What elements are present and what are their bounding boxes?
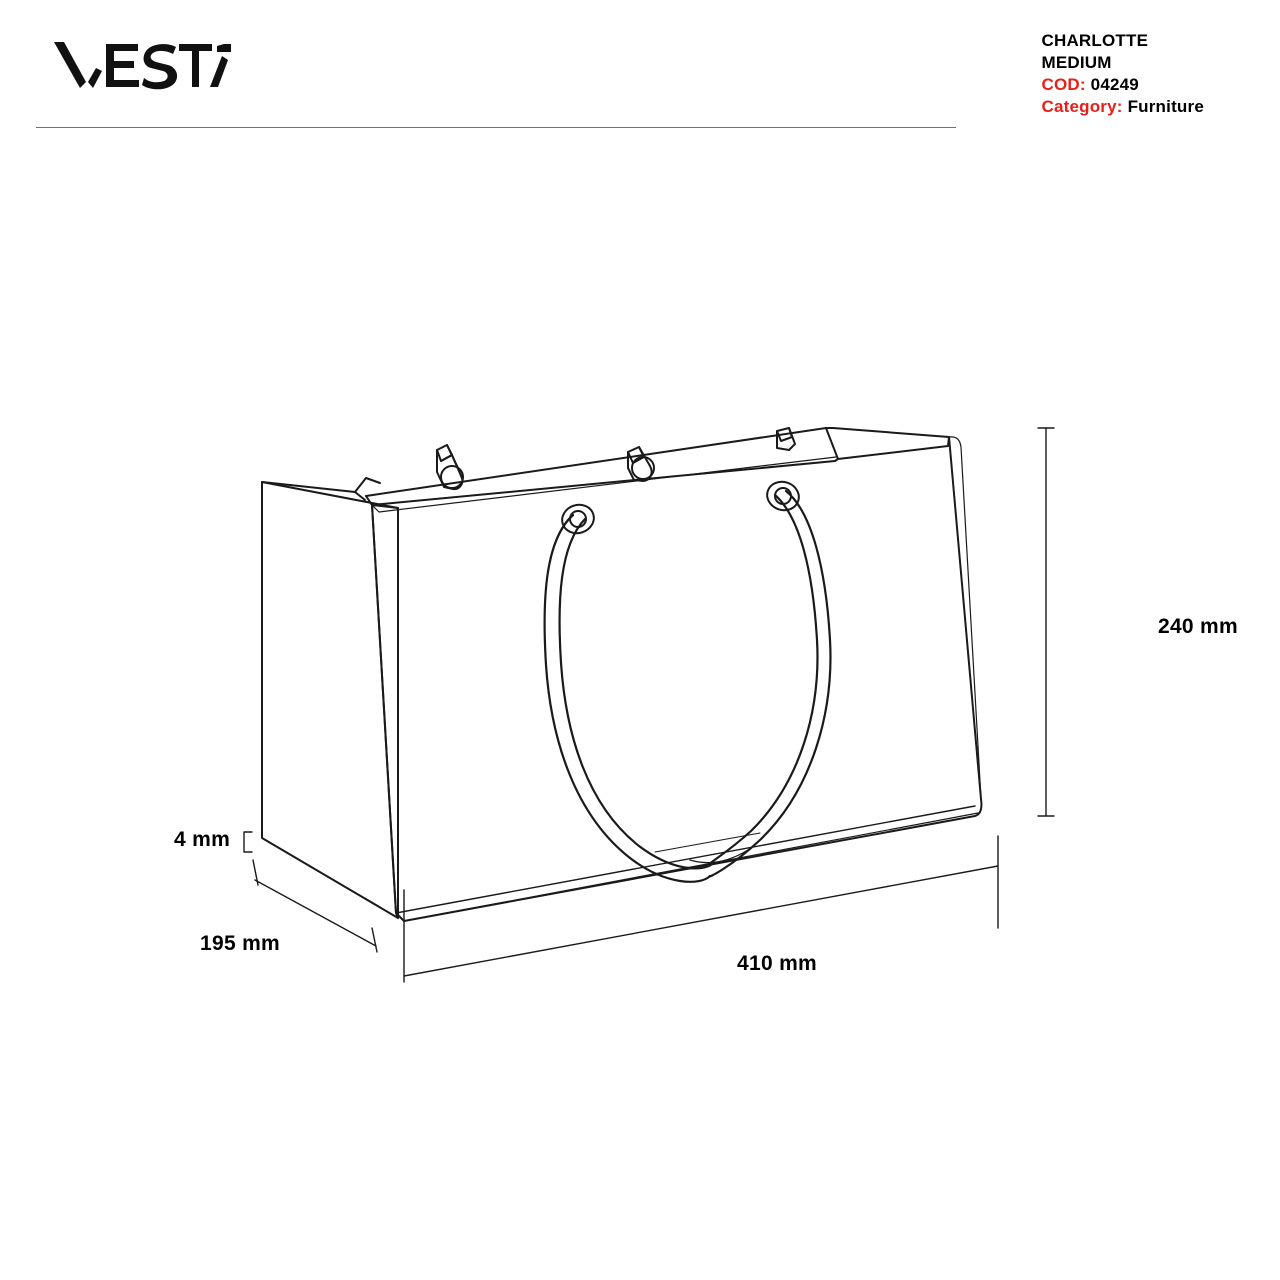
product-size: MEDIUM xyxy=(1041,53,1112,72)
category-value: Furniture xyxy=(1127,97,1204,116)
dimension-label-thickness: 4 mm xyxy=(174,828,231,851)
code-value: 04249 xyxy=(1090,75,1139,94)
code-label: COD: xyxy=(1041,75,1086,94)
dimension-label-depth: 195 mm xyxy=(200,932,281,955)
category-label: Category: xyxy=(1041,97,1123,116)
dimension-label-height: 240 mm xyxy=(1157,615,1238,638)
dimension-label-width: 410 mm xyxy=(737,952,818,975)
product-name: CHARLOTTE xyxy=(1041,31,1149,50)
